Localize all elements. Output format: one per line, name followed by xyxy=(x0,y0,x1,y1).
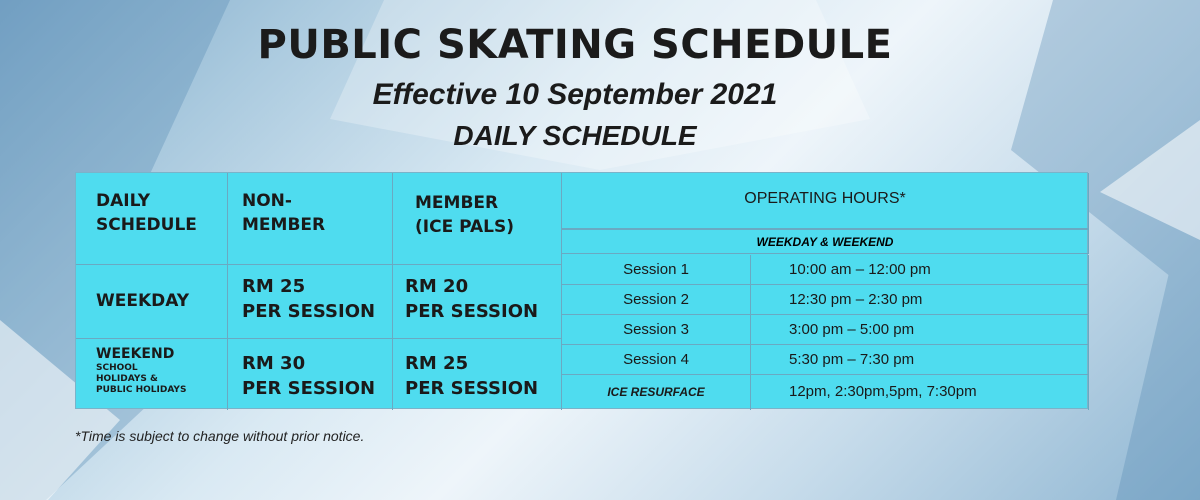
page-title: PUBLIC SKATING SCHEDULE xyxy=(257,22,893,68)
effective-date: Effective 10 September 2021 xyxy=(372,78,778,111)
header-weekday-weekend: WEEKDAY & WEEKEND xyxy=(562,229,1089,254)
header-non-member: NON- MEMBER xyxy=(228,173,393,265)
daily-schedule-heading: DAILY SCHEDULE xyxy=(453,120,697,151)
row-weekend-sublabel: SCHOOL HOLIDAYS & PUBLIC HOLIDAYS xyxy=(96,363,187,395)
session-3-name: Session 3 xyxy=(562,315,751,345)
header-operating-hours: OPERATING HOURS* xyxy=(562,173,1089,229)
session-2-name: Session 2 xyxy=(562,285,751,315)
weekend-non-member-price: RM 30 PER SESSION xyxy=(228,339,393,410)
footnote: *Time is subject to change without prior notice. xyxy=(75,428,365,444)
session-4-time: 5:30 pm – 7:30 pm xyxy=(751,345,1089,375)
weekend-member-price: RM 25 PER SESSION xyxy=(393,339,562,410)
ice-resurface-times: 12pm, 2:30pm,5pm, 7:30pm xyxy=(751,375,1089,410)
header-daily-schedule: DAILY SCHEDULE xyxy=(76,173,228,265)
row-weekday-label: WEEKDAY xyxy=(76,265,228,339)
header-member: MEMBER (ICE PALS) xyxy=(393,173,562,265)
row-weekend-cell xyxy=(76,339,228,410)
weekday-non-member-price: RM 25 PER SESSION xyxy=(228,265,393,339)
row-weekend-label: WEEKEND xyxy=(96,346,175,362)
schedule-table xyxy=(75,172,1088,409)
ice-resurface-label: ICE RESURFACE xyxy=(562,375,751,410)
session-1-time: 10:00 am – 12:00 pm xyxy=(751,255,1089,285)
session-4-name: Session 4 xyxy=(562,345,751,375)
weekday-member-price: RM 20 PER SESSION xyxy=(393,265,562,339)
session-2-time: 12:30 pm – 2:30 pm xyxy=(751,285,1089,315)
session-3-time: 3:00 pm – 5:00 pm xyxy=(751,315,1089,345)
session-1-name: Session 1 xyxy=(562,255,751,285)
